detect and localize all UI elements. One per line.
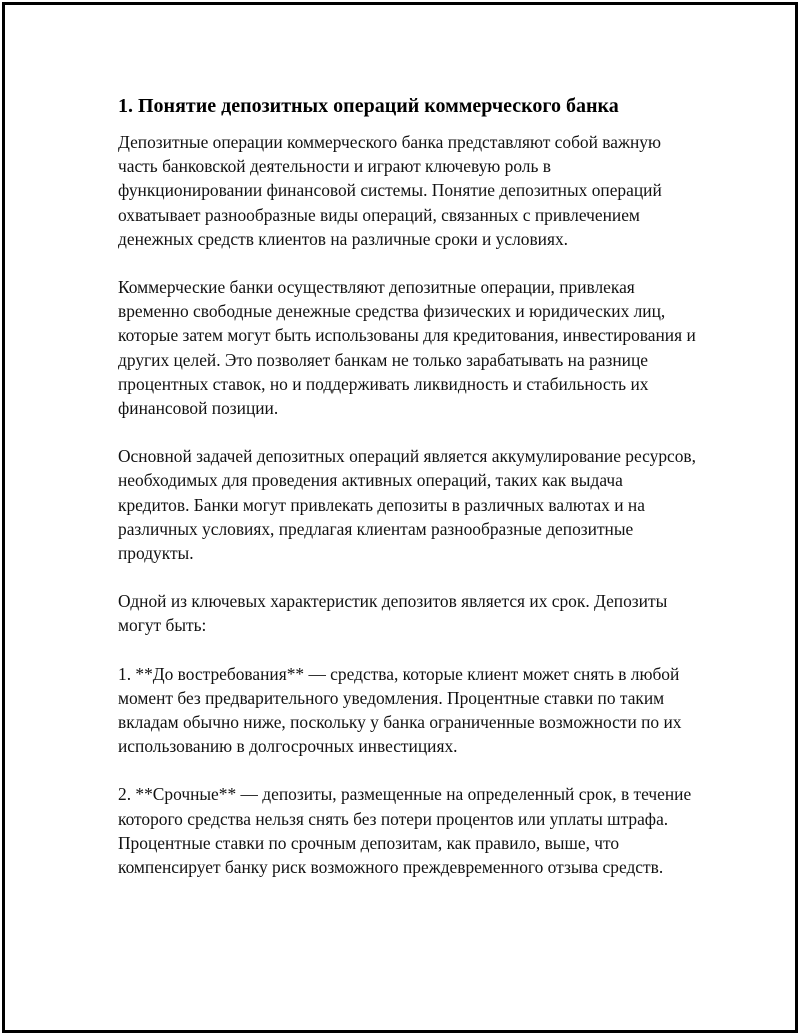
section-title: 1. Понятие депозитных операций коммерческого банка [118, 95, 619, 117]
paragraph-intro: Депозитные операции коммерческого банка представляют собой важную часть банковской деятельности и играют ключевую роль в функционировании финансовой системы. Понятие депозитных операций охватывает разнообразные виды операций, связанных с привлечением денежных средств клиентов на различные сроки и условиях. [118, 132, 662, 249]
document-body [118, 92, 698, 903]
paragraph-term: Одной из ключевых характеристик депозитов является их срок. Депозиты могут быть: [118, 591, 668, 636]
paragraph-banks: Коммерческие банки осуществляют депозитные операции, привлекая временно свободные денежные средства физических и юридических лиц, которые затем могут быть использованы для кредитования, инвестирования и других целей. Это позволяет банкам не только зарабатывать на разнице процентных ставок, но и поддерживать ликвидность и стабильность их финансовой позиции. [118, 277, 696, 419]
paragraph-task: Основной задачей депозитных операций является аккумулирование ресурсов, необходимых для проведения активных операций, таких как выдача кредитов. Банки могут привлекать депозиты в различных валютах и на различных условиях, предлагая клиентам разнообразные депозитные продукты. [118, 446, 696, 564]
paragraph-demand-deposits: 1. **До востребования** — средства, которые клиент может снять в любой момент без предварительного уведомления. Процентные ставки по таким вкладам обычно ниже, поскольку у банка ограниченные возможности по их использованию в долгосрочных инвестициях. [118, 663, 682, 757]
paragraph-term-deposits: 2. **Срочные** — депозиты, размещенные на определенный срок, в течение которого средства нельзя снять без потери процентов или уплаты штрафа. Процентные ставки по срочным депозитам, как правило, выше, что компенсирует банку риск возможного преждевременного отзыва средств. [118, 784, 692, 878]
